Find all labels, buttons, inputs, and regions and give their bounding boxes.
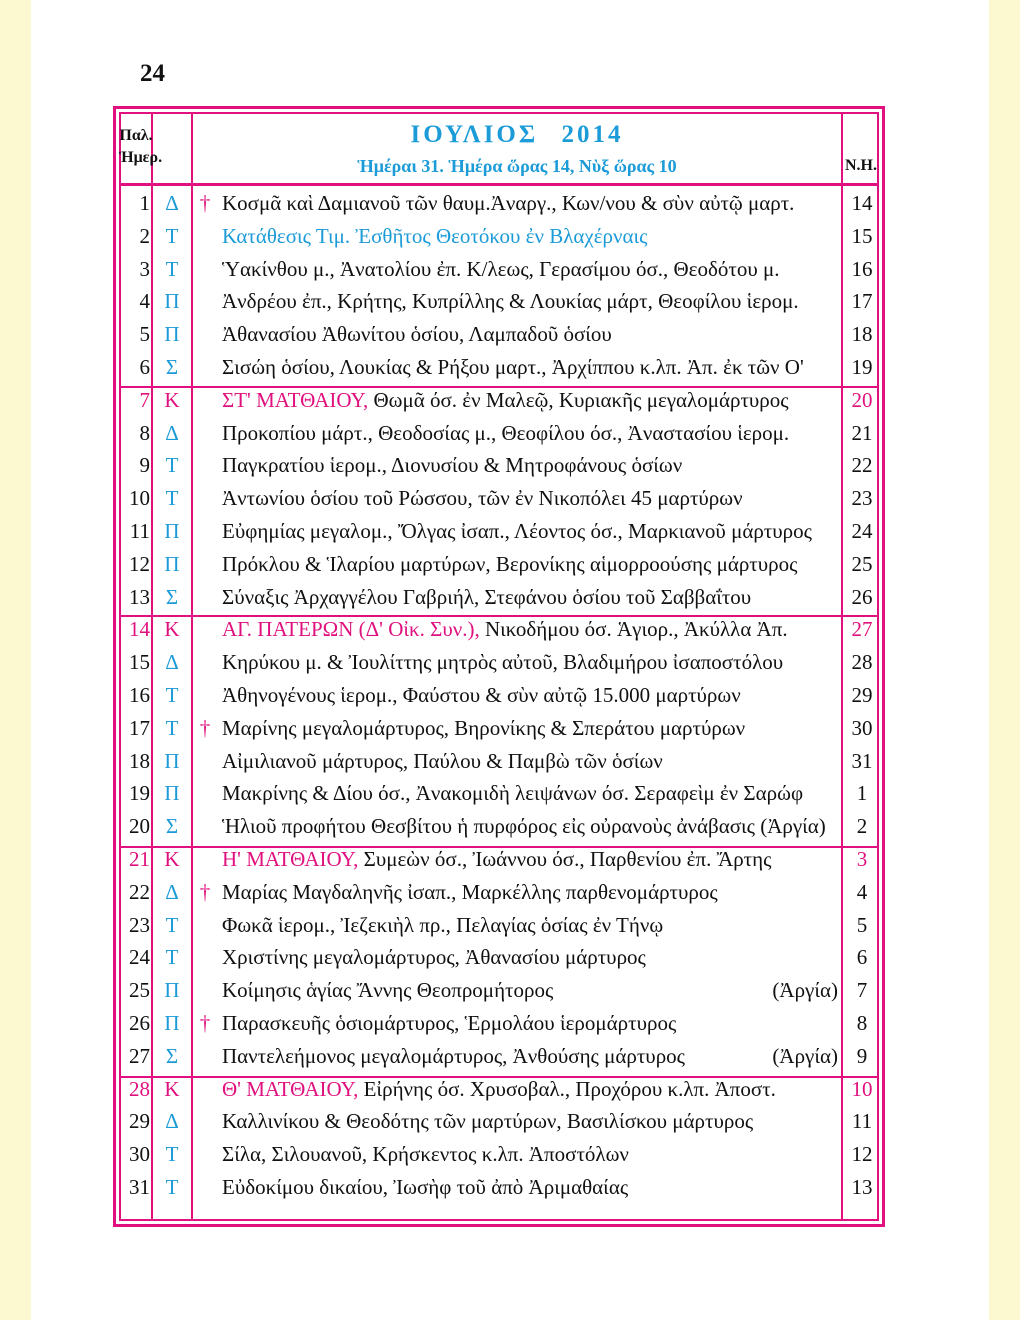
saints-text [222, 679, 840, 712]
weekday-letter: Π [164, 289, 180, 314]
new-calendar-day: 12 [851, 1142, 873, 1167]
new-calendar-day: 18 [851, 322, 873, 347]
saints-names: Εἰρήνης όσ. Χρυσοβαλ., Προχόρου κ.λπ. Ἀποστ. [358, 1076, 776, 1101]
weekday-letter: Π [164, 978, 180, 1003]
weekday-letter: Κ [164, 617, 180, 642]
weekday-letter: Σ [165, 355, 179, 379]
day-number: 4 [139, 289, 150, 314]
saints-text [222, 941, 840, 974]
saints-names: Ἀθανασίου Ἀθωνίτου ὁσίου, Λαμπαδοῦ ὁσίου [222, 322, 612, 347]
weekday-letter: Τ [165, 256, 179, 281]
new-calendar-day: 2 [856, 814, 868, 839]
day-number: 15 [129, 650, 150, 675]
saints-text [222, 1138, 840, 1171]
new-calendar-day: 10 [851, 1076, 873, 1101]
saints-text [222, 384, 840, 417]
week-divider [119, 183, 879, 186]
calendar-row [0, 581, 1020, 614]
saints-names: Συμεὼν όσ., Ἰωάννου όσ., Παρθενίου ἐπ. Ἄρτης [358, 847, 772, 871]
new-calendar-day: 24 [851, 519, 873, 543]
page-number: 24 [140, 60, 165, 87]
calendar-row [0, 1040, 1020, 1073]
feast-cross-icon: † [199, 715, 211, 740]
calendar-row [0, 646, 1020, 679]
new-calendar-day: 22 [851, 453, 873, 478]
day-number: 6 [139, 355, 150, 379]
saints-text [222, 1105, 840, 1138]
new-calendar-day: 3 [856, 847, 868, 871]
calendar-row [0, 482, 1020, 515]
header-nh-label: Ν.Η. [845, 157, 877, 174]
calendar-row [0, 548, 1020, 581]
new-calendar-day: 6 [856, 945, 868, 970]
calendar-row [0, 909, 1020, 942]
day-number: 2 [139, 223, 150, 248]
saints-names: Σισώη ὁσίου, Λουκίας & Ρήξου μαρτ., Ἀρχίππου κ.λπ. Ἀπ. ἐκ τῶν Ο' [222, 355, 804, 379]
calendar-row [0, 941, 1020, 974]
calendar-row [0, 1007, 1020, 1040]
calendar-row [0, 1105, 1020, 1138]
calendar-row [0, 449, 1020, 482]
day-number: 19 [129, 781, 150, 806]
weekday-letter: Π [164, 551, 180, 576]
saints-names: Ἡλιοῦ προφήτου Θεσβίτου ἡ πυρφόρος εἰς οὐρανοὺς ἀνάβασις (Ἀργία) [222, 814, 826, 839]
saints-text [222, 613, 840, 646]
new-calendar-day: 29 [851, 683, 873, 707]
weekday-letter: Δ [165, 191, 179, 215]
saints-names: Αἰμιλιανοῦ μάρτυρος, Παύλου & Παμβὼ τῶν ὁσίων [222, 748, 663, 773]
saints-text [222, 1007, 840, 1040]
saints-text [222, 253, 840, 286]
new-calendar-day: 15 [851, 223, 873, 248]
new-calendar-day: 20 [851, 387, 873, 412]
day-number: 17 [129, 715, 150, 740]
saints-names: Ἀντωνίου ὁσίου τοῦ Ρώσσου, τῶν ἐν Νικοπόλει 45 μαρτύρων [222, 486, 743, 511]
saints-text [222, 909, 840, 942]
new-calendar-day: 28 [851, 650, 873, 675]
day-number: 28 [129, 1076, 150, 1101]
saints-names: Ὑακίνθου μ., Ἀνατολίου ἐπ. Κ/λεως, Γερασίμου όσ., Θεοδότου μ. [222, 256, 780, 281]
saints-names: Παντελεήμονος μεγαλομάρτυρος, Ἀνθούσης μάρτυρος [222, 1043, 685, 1068]
saints-names: Κοσμᾶ καὶ Δαμιανοῦ τῶν θαυμ.Ἀναργ., Κων/νου & σὺν αὐτῷ μαρτ. [222, 191, 795, 215]
new-calendar-day: 16 [851, 256, 873, 281]
calendar-row [0, 745, 1020, 778]
saints-text [222, 285, 840, 318]
saints-text [222, 843, 840, 876]
saints-text [222, 1040, 840, 1073]
saints-names: Θωμᾶ όσ. ἐν Μαλεῷ, Κυριακῆς μεγαλομάρτυρος [368, 387, 789, 412]
saints-text [222, 220, 840, 253]
day-number: 27 [129, 1043, 150, 1068]
saints-text [222, 581, 840, 614]
new-calendar-day: 25 [851, 551, 873, 576]
calendar-row [0, 679, 1020, 712]
new-calendar-day: 30 [851, 715, 873, 740]
saints-names: Μακρίνης & Δίου όσ., Ἀνακομιδὴ λειψάνων όσ. Σεραφεὶμ ἐν Σαρώφ [222, 781, 804, 806]
day-number: 30 [129, 1142, 150, 1167]
calendar-row [0, 876, 1020, 909]
saints-names: Νικοδήμου όσ. Ἁγιορ., Ἀκύλλα Ἀπ. [479, 617, 788, 642]
calendar-row [0, 1138, 1020, 1171]
weekday-letter: Τ [165, 1175, 179, 1199]
calendar-row [0, 712, 1020, 745]
weekday-letter: Τ [165, 683, 179, 707]
day-number: 1 [139, 191, 150, 215]
saints-names: Σύναξις Ἀρχαγγέλου Γαβριήλ, Στεφάνου ὁσίου τοῦ Σαββαΐτου [222, 584, 752, 609]
weekday-letter: Δ [165, 1109, 179, 1134]
sunday-title: ΑΓ. ΠΑΤΕΡΩΝ (Δ' Οἰκ. Συν.), [222, 617, 480, 642]
calendar-row [0, 843, 1020, 876]
weekday-letter: Π [164, 748, 180, 773]
calendar-row [0, 220, 1020, 253]
new-calendar-day: 21 [851, 420, 873, 445]
calendar-row [0, 777, 1020, 810]
saints-text [222, 810, 840, 843]
saints-text [222, 351, 840, 384]
day-number: 20 [129, 814, 150, 839]
day-number: 3 [139, 256, 150, 281]
weekday-letter: Τ [165, 1142, 179, 1167]
sunday-title: Η' ΜΑΤΘΑΙΟΥ, [222, 847, 359, 871]
saints-text [222, 417, 840, 450]
day-number: 16 [129, 683, 150, 707]
holiday-label: (Ἀργία) [772, 978, 838, 1003]
new-calendar-day: 13 [851, 1175, 873, 1199]
weekday-letter: Τ [165, 223, 179, 248]
saints-names: Παγκρατίου ἱερομ., Διονυσίου & Μητροφάνους ὁσίων [222, 453, 683, 478]
new-calendar-day: 23 [851, 486, 873, 511]
saints-names: Μαρίνης μεγαλομάρτυρος, Βηρονίκης & Σπεράτου μαρτύρων [222, 715, 746, 740]
feast-cross-icon: † [199, 1011, 211, 1035]
saints-text [222, 449, 840, 482]
calendar-row [0, 515, 1020, 548]
day-number: 8 [139, 420, 150, 445]
calendar-row [0, 974, 1020, 1007]
saints-names: Εὐδοκίμου δικαίου, Ἰωσὴφ τοῦ ἀπὸ Ἀριμαθαίας [222, 1175, 629, 1199]
saints-text [222, 974, 840, 1007]
calendar-row [0, 417, 1020, 450]
new-calendar-day: 19 [851, 355, 873, 379]
calendar-row [0, 1171, 1020, 1204]
new-calendar-day: 17 [851, 289, 873, 314]
saints-names: Κοίμησις ἁγίας Ἄννης Θεοπρομήτορος [222, 978, 554, 1003]
day-number: 5 [139, 322, 150, 347]
calendar-row [0, 810, 1020, 843]
day-number: 23 [129, 912, 150, 937]
saints-names: Φωκᾶ ἱερομ., Ἰεζεκιὴλ πρ., Πελαγίας ὁσίας ἐν Τήνῳ [222, 912, 664, 937]
saints-text [222, 646, 840, 679]
saints-names: Πρόκλου & Ἱλαρίου μαρτύρων, Βερονίκης αἱμορροούσης μάρτυρος [222, 551, 798, 576]
saints-names: Ἀνδρέου ἐπ., Κρήτης, Κυπρίλλης & Λουκίας μάρτ, Θεοφίλου ἱερομ. [222, 289, 799, 314]
day-number: 13 [129, 584, 150, 609]
weekday-letter: Κ [164, 387, 180, 412]
day-number: 11 [129, 519, 150, 543]
weekday-letter: Π [164, 322, 180, 347]
new-calendar-day: 31 [851, 748, 873, 773]
weekday-letter: Σ [165, 1043, 179, 1068]
saints-names: Εὐφημίας μεγαλομ., Ὄλγας ἰσαπ., Λέοντος όσ., Μαρκιανοῦ μάρτυρος [222, 519, 812, 543]
saints-text [222, 1171, 840, 1204]
saints-text [222, 187, 840, 220]
weekday-letter: Π [164, 519, 180, 543]
new-calendar-day: 4 [856, 879, 868, 904]
day-number: 10 [129, 486, 150, 511]
calendar-row [0, 187, 1020, 220]
new-calendar-day: 11 [851, 1109, 873, 1134]
saints-names: Καλλινίκου & Θεοδότης τῶν μαρτύρων, Βασιλίσκου μάρτυρος [222, 1109, 754, 1134]
weekday-letter: Τ [165, 453, 179, 478]
saints-names: Χριστίνης μεγαλομάρτυρος, Ἀθανασίου μάρτυρος [222, 945, 646, 970]
saints-text [222, 482, 840, 515]
saints-text [222, 712, 840, 745]
new-calendar-day: 27 [851, 617, 873, 642]
calendar-row [0, 318, 1020, 351]
weekday-letter: Σ [165, 584, 179, 609]
saints-text [222, 745, 840, 778]
saints-text [222, 1073, 840, 1106]
weekday-letter: Τ [165, 945, 179, 970]
day-number: 9 [139, 453, 150, 478]
feast-cross-icon: † [199, 879, 211, 904]
saints-names: Ἀθηνογένους ἱερομ., Φαύστου & σὺν αὐτῷ 15.000 μαρτύρων [222, 683, 741, 707]
sunday-title: Θ' ΜΑΤΘΑΙΟΥ, [222, 1076, 359, 1101]
day-number: 25 [129, 978, 150, 1003]
new-calendar-day: 8 [856, 1011, 868, 1035]
saints-names: Κηρύκου μ. & Ἰουλίττης μητρὸς αὐτοῦ, Βλαδιμήρου ἰσαποστόλου [222, 650, 784, 675]
month-subtitle: Ἡμέραι 31. Ἡμέρα ὥρας 14, Νὺξ ὥρας 10 [357, 156, 677, 176]
saints-names: Σίλα, Σιλουανοῦ, Κρήσκεντος κ.λπ. Ἀποστόλων [222, 1142, 629, 1167]
weekday-letter: Σ [165, 814, 179, 839]
saints-text [222, 318, 840, 351]
day-number: 18 [129, 748, 150, 773]
weekday-letter: Δ [165, 420, 179, 445]
day-number: 24 [129, 945, 150, 970]
saints-names: Μαρίας Μαγδαληνῆς ἰσαπ., Μαρκέλλης παρθενομάρτυρος [222, 879, 718, 904]
feast-title: Κατάθεσις Τιμ. Ἐσθῆτος Θεοτόκου ἐν Βλαχέρναις [222, 223, 648, 248]
new-calendar-day: 5 [856, 912, 868, 937]
header-day-label: Παλ. Ἡμερ. [119, 127, 163, 166]
sunday-title: ΣΤ' ΜΑΤΘΑΙΟΥ, [222, 387, 369, 412]
calendar-row [0, 351, 1020, 384]
new-calendar-day: 26 [851, 584, 873, 609]
calendar-row [0, 1073, 1020, 1106]
weekday-letter: Κ [164, 847, 180, 871]
weekday-letter: Δ [165, 879, 179, 904]
day-number: 12 [129, 551, 150, 576]
weekday-letter: Τ [165, 486, 179, 511]
day-number: 29 [129, 1109, 150, 1134]
calendar-row [0, 613, 1020, 646]
weekday-letter: Τ [165, 912, 179, 937]
weekday-letter: Π [164, 1011, 180, 1035]
new-calendar-day: 9 [856, 1043, 868, 1068]
day-number: 21 [129, 847, 150, 871]
feast-cross-icon: † [199, 191, 211, 215]
day-number: 26 [129, 1011, 150, 1035]
new-calendar-day: 7 [856, 978, 868, 1003]
calendar-row [0, 285, 1020, 318]
saints-text [222, 777, 840, 810]
weekday-letter: Τ [165, 715, 179, 740]
saints-text [222, 548, 840, 581]
holiday-label: (Ἀργία) [772, 1043, 838, 1068]
day-number: 31 [129, 1175, 150, 1199]
weekday-letter: Π [164, 781, 180, 806]
calendar-row [0, 384, 1020, 417]
calendar-row [0, 253, 1020, 286]
day-number: 7 [139, 387, 150, 412]
new-calendar-day: 14 [851, 191, 873, 215]
saints-names: Προκοπίου μάρτ., Θεοδοσίας μ., Θεοφίλου όσ., Ἀναστασίου ἱερομ. [222, 420, 790, 445]
month-title: ΙΟΥΛΙΟΣ 2014 [410, 121, 624, 148]
saints-names: Παρασκευῆς ὁσιομάρτυρος, Ἑρμολάου ἱερομάρτυρος [222, 1011, 677, 1035]
day-number: 22 [129, 879, 150, 904]
new-calendar-day: 1 [856, 781, 868, 806]
weekday-letter: Κ [164, 1076, 180, 1101]
saints-text [222, 515, 840, 548]
saints-text [222, 876, 840, 909]
day-number: 14 [129, 617, 150, 642]
weekday-letter: Δ [165, 650, 179, 675]
